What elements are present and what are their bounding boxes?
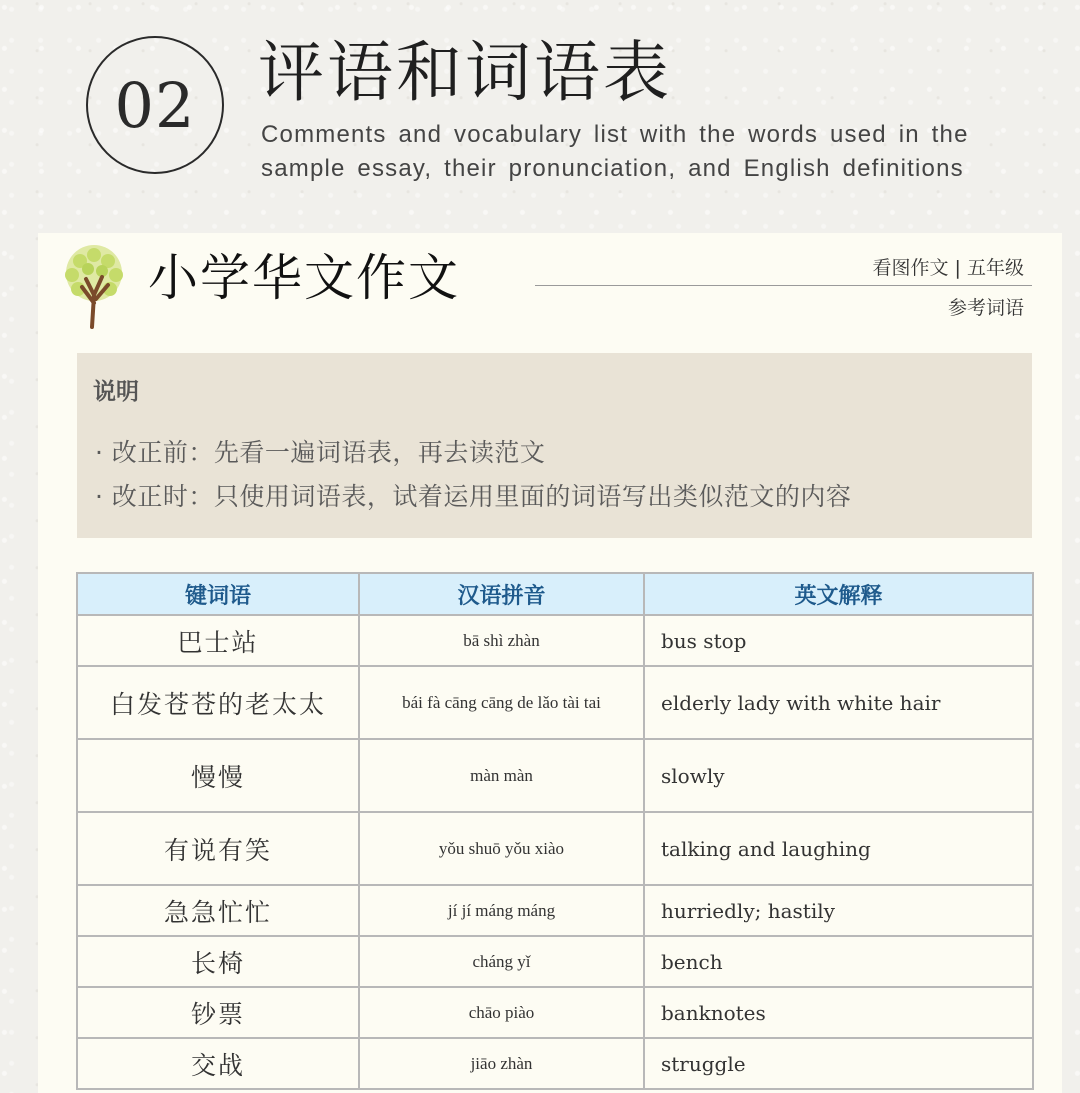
english-cell: bus stop bbox=[644, 615, 1033, 666]
word-cell: 交战 bbox=[77, 1038, 359, 1089]
word-cell: 白发苍苍的老太太 bbox=[77, 666, 359, 739]
word-cell: 钞票 bbox=[77, 987, 359, 1038]
table-row bbox=[77, 936, 1033, 987]
english-cell: elderly lady with white hair bbox=[644, 666, 1033, 739]
pinyin-cell: cháng yǐ bbox=[359, 936, 644, 987]
word-cell: 有说有笑 bbox=[77, 812, 359, 885]
brand-title: 小学华文作文 bbox=[148, 249, 460, 307]
instruction-item: · 改正前：先看一遍词语表，再去读范文 bbox=[95, 438, 546, 467]
english-cell: bench bbox=[644, 936, 1033, 987]
page-title: 评语和词语表 bbox=[258, 34, 672, 111]
english-cell: struggle bbox=[644, 1038, 1033, 1089]
english-cell: talking and laughing bbox=[644, 812, 1033, 885]
table-row bbox=[77, 666, 1033, 739]
column-header-word: 键词语 bbox=[77, 573, 359, 615]
word-cell: 急急忙忙 bbox=[77, 885, 359, 936]
divider bbox=[535, 285, 1032, 286]
column-header-pinyin: 汉语拼音 bbox=[359, 573, 644, 615]
table-row bbox=[77, 987, 1033, 1038]
pinyin-cell: màn màn bbox=[359, 739, 644, 812]
category-grade: 看图作文 | 五年级 bbox=[872, 257, 1024, 279]
pinyin-cell: chāo piào bbox=[359, 987, 644, 1038]
pinyin-cell: yǒu shuō yǒu xiào bbox=[359, 812, 644, 885]
pinyin-cell: jí jí máng máng bbox=[359, 885, 644, 936]
section-number-badge bbox=[86, 36, 224, 174]
instruction-item: · 改正时：只使用词语表，试着运用里面的词语写出类似范文的内容 bbox=[95, 482, 852, 511]
table-row bbox=[77, 615, 1033, 666]
section-label: 参考词语 bbox=[947, 297, 1024, 319]
page-subtitle: Comments and vocabulary list with the words used in the sample essay, their pronunciation, and English definitions bbox=[261, 121, 969, 182]
table-row bbox=[77, 739, 1033, 812]
worksheet-card bbox=[38, 233, 1062, 1093]
word-cell: 巴士站 bbox=[77, 615, 359, 666]
english-cell: hurriedly; hastily bbox=[644, 885, 1033, 936]
vocabulary-table bbox=[76, 572, 1034, 1090]
word-cell: 慢慢 bbox=[77, 739, 359, 812]
english-cell: banknotes bbox=[644, 987, 1033, 1038]
table-row bbox=[77, 1038, 1033, 1089]
table-row bbox=[77, 885, 1033, 936]
pinyin-cell: bái fà cāng cāng de lǎo tài tai bbox=[359, 666, 644, 739]
pinyin-cell: jiāo zhàn bbox=[359, 1038, 644, 1089]
tree-icon bbox=[58, 243, 130, 329]
word-cell: 长椅 bbox=[77, 936, 359, 987]
pinyin-cell: bā shì zhàn bbox=[359, 615, 644, 666]
instructions-title: 说明 bbox=[93, 379, 139, 405]
table-row bbox=[77, 812, 1033, 885]
section-number: 02 bbox=[114, 68, 196, 142]
column-header-english: 英文解释 bbox=[644, 573, 1033, 615]
instructions-box bbox=[77, 353, 1032, 538]
table-header-row bbox=[77, 573, 1033, 615]
english-cell: slowly bbox=[644, 739, 1033, 812]
